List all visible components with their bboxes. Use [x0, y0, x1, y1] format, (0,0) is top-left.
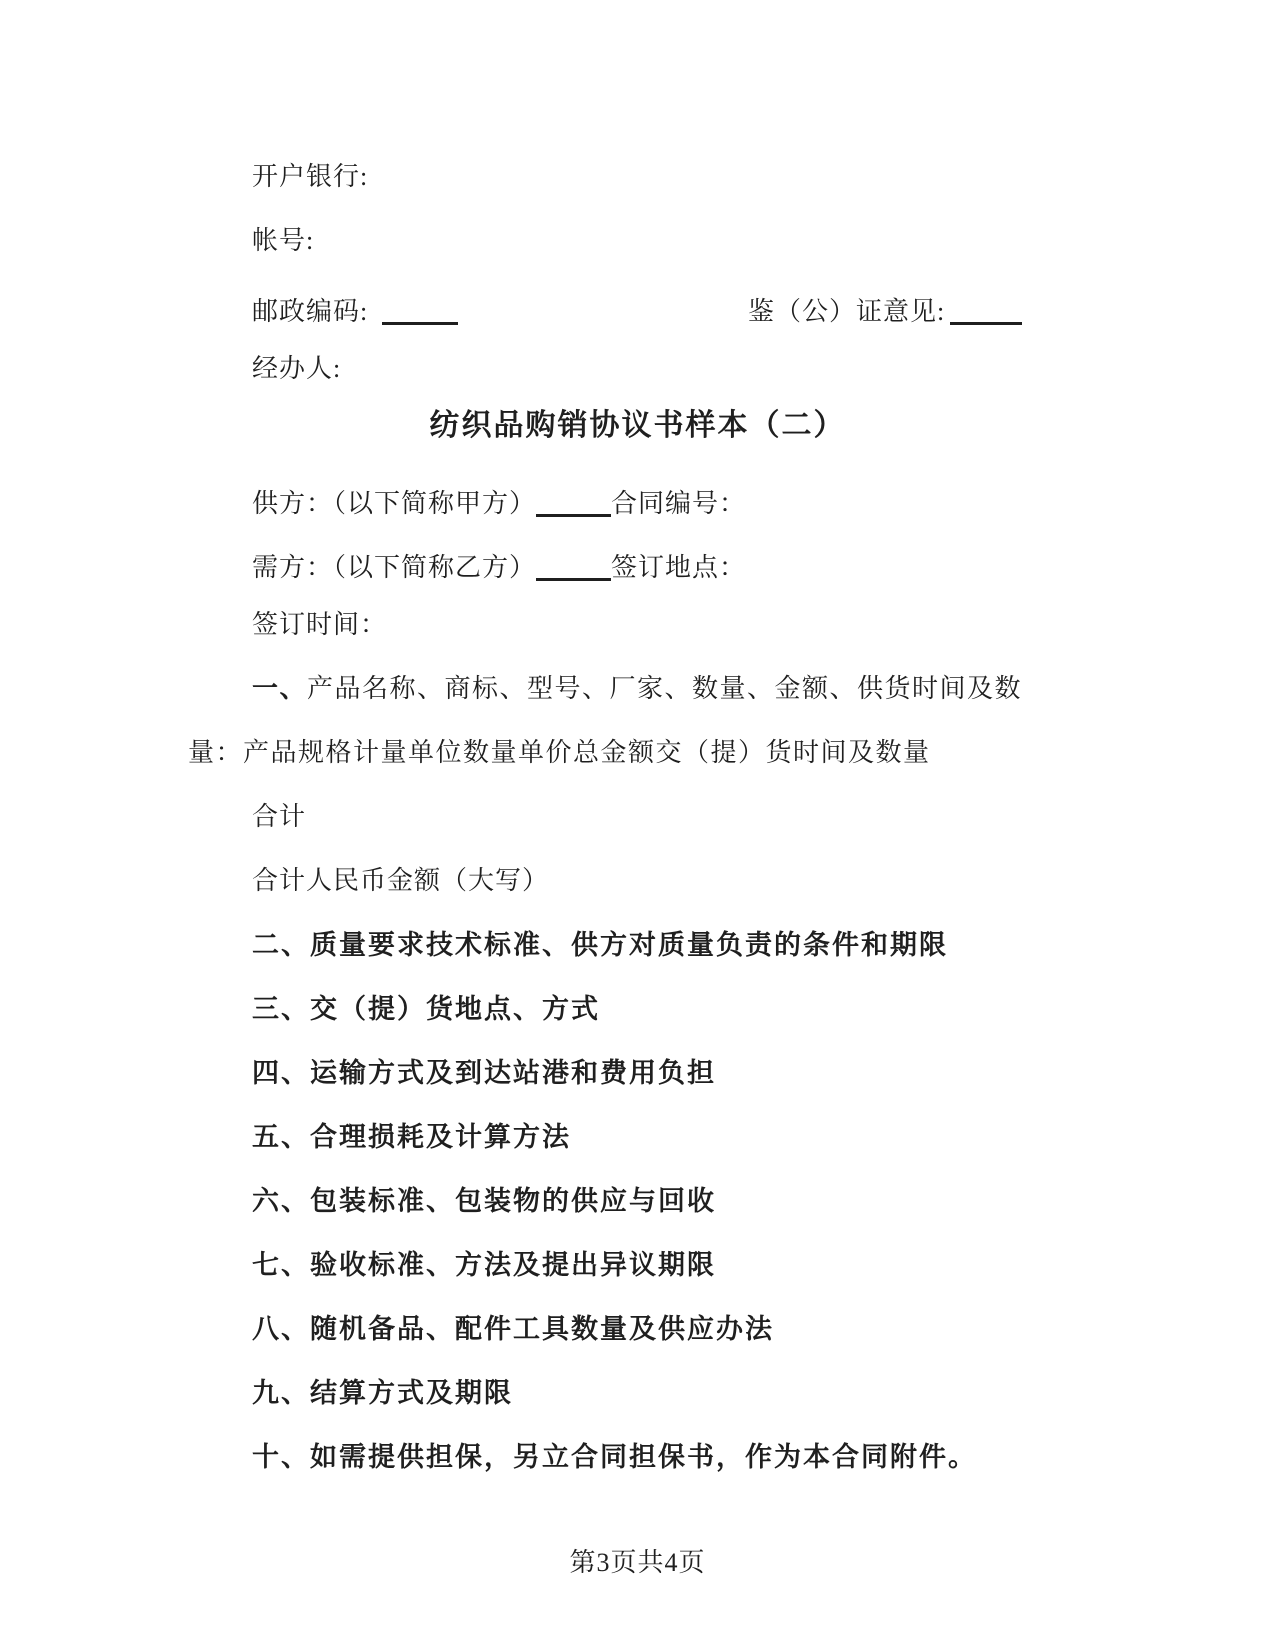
clause-four: 四、运输方式及到达站港和费用负担: [252, 1058, 716, 1088]
contract-number-label: 合同编号：: [611, 489, 747, 518]
postal-notary-row: [0, 291, 1275, 331]
bank-label: 开户银行:: [252, 162, 369, 191]
notary-opinion-field: [748, 291, 1022, 328]
clause-one-text: 产品名称、商标、型号、厂家、数量、金额、供货时间及数: [307, 674, 1023, 703]
clause-two: 二、质量要求技术标准、供方对质量负责的条件和期限: [252, 930, 948, 960]
notary-opinion-blank: [950, 296, 1022, 325]
document-title: 纺织品购销协议书样本（二）: [429, 409, 846, 442]
supplier-prefix: 供方：（以下简称甲方）: [252, 489, 537, 518]
postal-code-blank: [382, 296, 458, 325]
total-label: 合计: [252, 802, 307, 831]
clause-seven: 七、验收标准、方法及提出异议期限: [252, 1250, 716, 1280]
account-label: 帐号:: [252, 226, 315, 255]
postal-code-field: [252, 291, 458, 328]
clause-one-line: [252, 675, 1022, 703]
buyer-line: [252, 547, 746, 582]
clause-ten: 十、如需提供担保，另立合同担保书，作为本合同附件。: [252, 1442, 977, 1472]
buyer-name-blank: [536, 552, 611, 581]
total-amount-label: 合计人民币金额（大写）: [252, 866, 550, 895]
clause-five: 五、合理损耗及计算方法: [252, 1122, 571, 1152]
clause-eight: 八、随机备品、配件工具数量及供应办法: [252, 1314, 774, 1344]
clause-one-wrap-line: 量：产品规格计量单位数量单价总金额交（提）货时间及数量: [188, 738, 931, 767]
buyer-prefix: 需方：（以下简称乙方）: [252, 553, 537, 582]
page-number-footer: 第3页共4页: [569, 1548, 706, 1577]
sign-time-label: 签订时间：: [252, 610, 388, 639]
sign-place-label: 签订地点：: [611, 553, 747, 582]
clause-one-marker: 一、: [252, 674, 308, 703]
clause-six: 六、包装标准、包装物的供应与回收: [252, 1186, 716, 1216]
supplier-line: [252, 483, 746, 518]
notary-opinion-label: 鉴（公）证意见:: [748, 297, 946, 326]
clause-nine: 九、结算方式及期限: [252, 1378, 513, 1408]
postal-code-label: 邮政编码:: [252, 297, 369, 326]
handler-label: 经办人:: [252, 354, 342, 383]
supplier-name-blank: [536, 488, 611, 517]
clause-three: 三、交（提）货地点、方式: [252, 994, 600, 1024]
